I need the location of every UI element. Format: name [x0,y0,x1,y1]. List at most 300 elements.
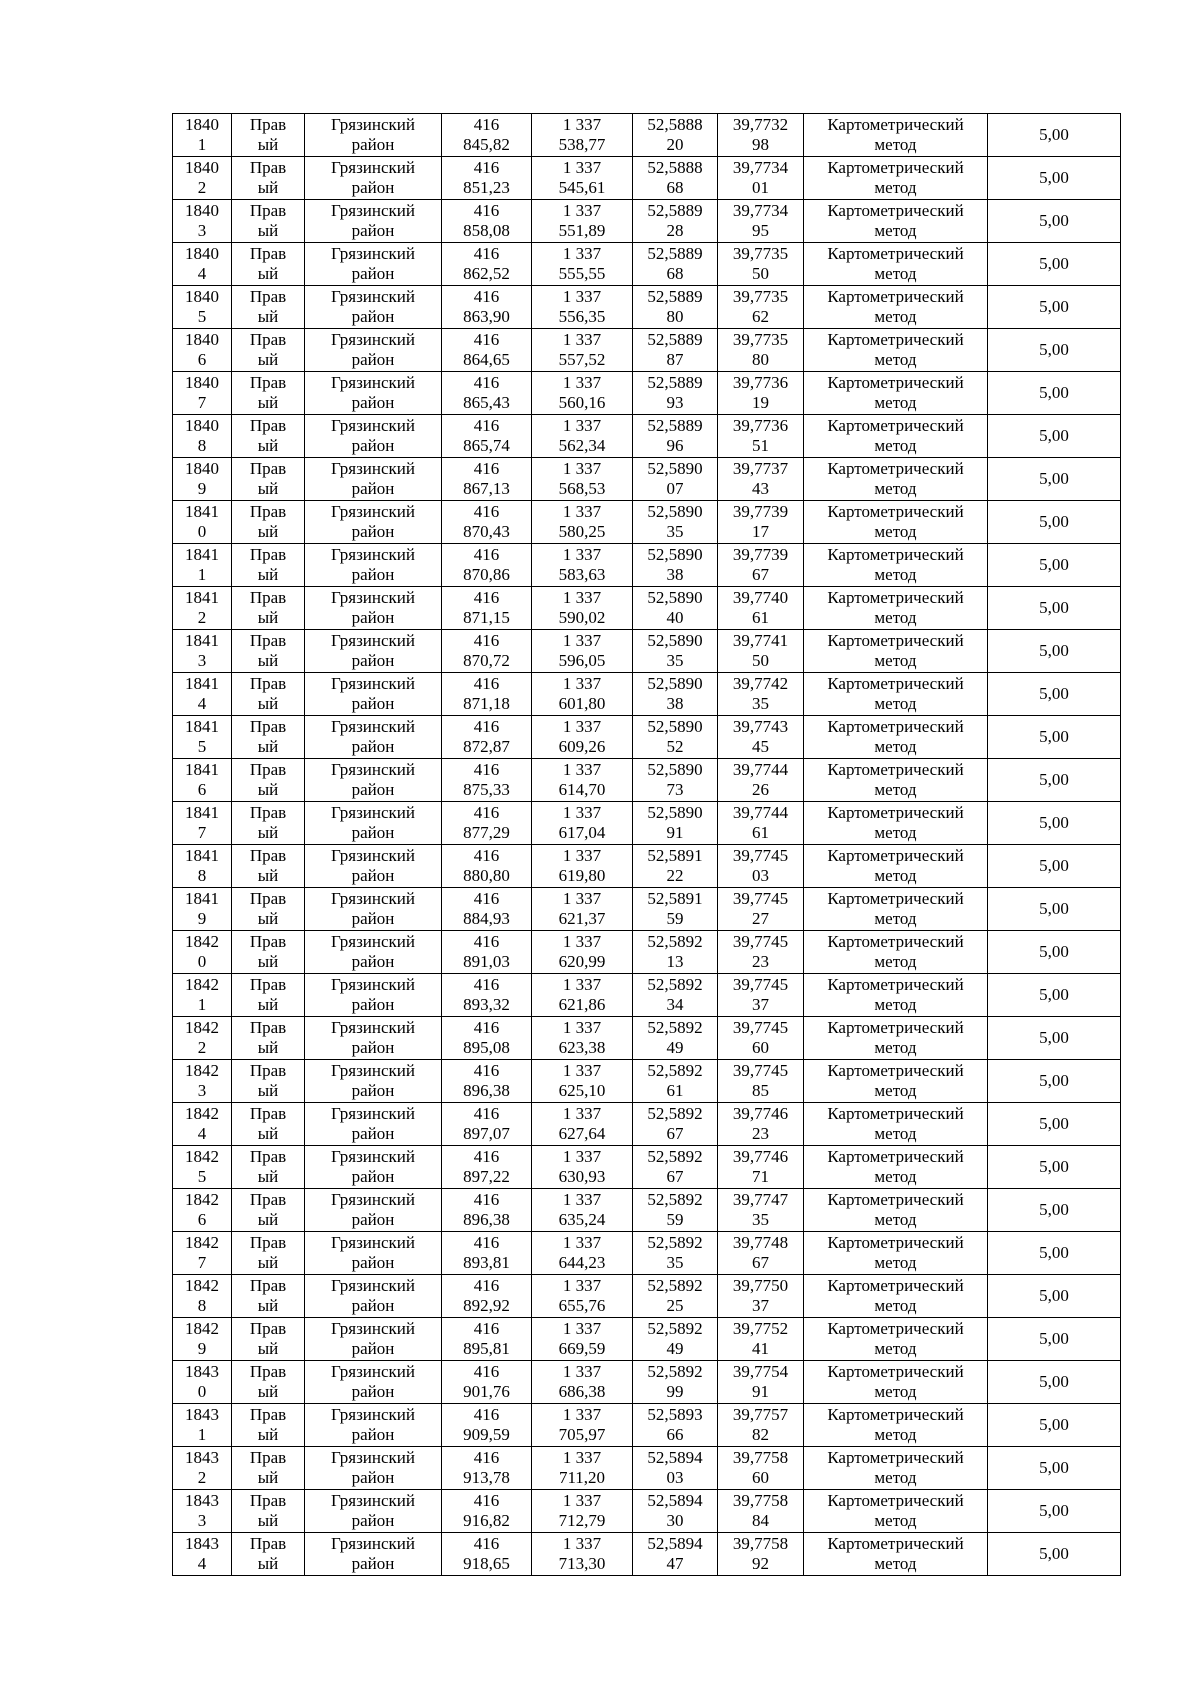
point-number-cell-line: 3 [197,1081,207,1100]
point-number-cell-line: 5 [197,1167,207,1186]
latitude-cell-line: 52 [666,737,684,756]
bank-side-cell-line: ый [257,1296,279,1315]
district-cell [305,501,442,544]
point-number-cell-line: 3 [197,1511,207,1530]
method-cell [804,759,988,802]
y-coordinate-cell [532,1103,633,1146]
precision-cell: 5,00 [988,1146,1121,1189]
latitude-cell-line: 68 [666,178,684,197]
point-number-cell-line: 7 [197,1253,207,1272]
longitude-cell-line: 39,7745 [732,889,789,908]
longitude-cell-line: 39,7740 [732,588,789,607]
longitude-cell [718,286,804,329]
district-cell-line: Грязинский [331,674,415,693]
precision-cell: 5,00 [988,759,1121,802]
x-coordinate-cell-line: 416 [473,1534,500,1553]
district-cell [305,1017,442,1060]
latitude-cell [633,544,718,587]
point-number-cell [173,845,232,888]
y-coordinate-cell [532,1533,633,1576]
bank-side-cell [232,759,305,802]
y-coordinate-cell-line: 1 337 [562,373,602,392]
precision-cell: 5,00 [988,1232,1121,1275]
x-coordinate-cell-line: 416 [473,1233,500,1252]
y-coordinate-cell-line: 1 337 [562,201,602,220]
district-cell-line: район [351,565,395,584]
longitude-cell-line: 23 [752,1124,769,1143]
method-cell [804,587,988,630]
table-row [173,888,1121,931]
longitude-cell [718,802,804,845]
y-coordinate-cell-line: 551,89 [558,221,606,240]
x-coordinate-cell-line: 416 [473,631,500,650]
bank-side-cell [232,1146,305,1189]
district-cell [305,1490,442,1533]
latitude-cell-line: 91 [666,823,684,842]
latitude-cell-line: 52,5888 [647,158,703,177]
x-coordinate-cell-line: 416 [473,1190,500,1209]
district-cell-line: Грязинский [331,158,415,177]
method-cell-line: метод [874,1511,917,1530]
y-coordinate-cell [532,759,633,802]
latitude-cell [633,329,718,372]
point-number-cell-line: 1840 [185,373,219,392]
point-number-cell-line: 1841 [185,674,219,693]
x-coordinate-cell [442,1232,532,1275]
x-coordinate-cell-line: 416 [473,1018,500,1037]
point-number-cell-line: 1842 [185,1018,219,1037]
x-coordinate-cell-line: 416 [473,1405,500,1424]
point-number-cell [173,1318,232,1361]
bank-side-cell-line: Прав [249,889,287,908]
method-cell-line: Картометрический [827,1491,964,1510]
table-row [173,1060,1121,1103]
precision-cell: 5,00 [988,1533,1121,1576]
latitude-cell-line: 25 [666,1296,684,1315]
x-coordinate-cell [442,1318,532,1361]
x-coordinate-cell [442,630,532,673]
x-coordinate-cell-line: 896,38 [463,1210,510,1229]
method-cell-line: Картометрический [827,1190,964,1209]
longitude-cell [718,501,804,544]
longitude-cell-line: 19 [752,393,769,412]
point-number-cell [173,501,232,544]
point-number-cell [173,1017,232,1060]
bank-side-cell-line: ый [257,436,279,455]
method-cell-line: метод [874,1554,917,1573]
district-cell-line: район [351,1167,395,1186]
precision-cell: 5,00 [988,888,1121,931]
point-number-cell [173,802,232,845]
method-cell-line: Картометрический [827,502,964,521]
x-coordinate-cell [442,458,532,501]
bank-side-cell-line: Прав [249,760,287,779]
district-cell-line: район [351,1554,395,1573]
latitude-cell [633,501,718,544]
district-cell [305,673,442,716]
y-coordinate-cell-line: 601,80 [558,694,606,713]
latitude-cell [633,1447,718,1490]
bank-side-cell-line: Прав [249,502,287,521]
district-cell-line: район [351,1210,395,1229]
district-cell-line: Грязинский [331,1319,415,1338]
method-cell [804,1103,988,1146]
bank-side-cell-line: ый [257,1554,279,1573]
point-number-cell-line: 1841 [185,846,219,865]
latitude-cell-line: 49 [666,1339,684,1358]
longitude-cell-line: 39,7758 [732,1491,789,1510]
latitude-cell-line: 52,5892 [647,1104,703,1123]
point-number-cell [173,1447,232,1490]
bank-side-cell-line: ый [257,350,279,369]
bank-side-cell-line: ый [257,952,279,971]
longitude-cell [718,372,804,415]
bank-side-cell-line: ый [257,823,279,842]
longitude-cell-line: 61 [752,823,769,842]
district-cell-line: Грязинский [331,975,415,994]
y-coordinate-cell-line: 1 337 [562,1448,602,1467]
point-number-cell-line: 1841 [185,803,219,822]
district-cell-line: Грязинский [331,545,415,564]
method-cell-line: Картометрический [827,1319,964,1338]
point-number-cell [173,1103,232,1146]
point-number-cell-line: 4 [197,694,207,713]
y-coordinate-cell-line: 713,30 [558,1554,606,1573]
longitude-cell-line: 39,7734 [732,201,789,220]
longitude-cell-line: 61 [752,608,769,627]
bank-side-cell-line: ый [257,694,279,713]
precision-cell: 5,00 [988,1060,1121,1103]
point-number-cell-line: 1840 [185,158,219,177]
y-coordinate-cell [532,415,633,458]
point-number-cell [173,1146,232,1189]
y-coordinate-cell-line: 1 337 [562,158,602,177]
latitude-cell-line: 67 [666,1124,684,1143]
latitude-cell-line: 52,5892 [647,1319,703,1338]
latitude-cell-line: 68 [666,264,684,283]
point-number-cell-line: 1843 [185,1448,219,1467]
method-cell-line: Картометрический [827,1362,964,1381]
method-cell-line: метод [874,1339,917,1358]
bank-side-cell-line: Прав [249,244,287,263]
district-cell-line: район [351,1468,395,1487]
longitude-cell-line: 39,7739 [732,502,789,521]
y-coordinate-cell [532,1275,633,1318]
bank-side-cell [232,1017,305,1060]
point-number-cell [173,157,232,200]
longitude-cell-line: 71 [752,1167,769,1186]
point-number-cell [173,372,232,415]
method-cell [804,630,988,673]
latitude-cell [633,415,718,458]
point-number-cell-line: 2 [197,1468,207,1487]
longitude-cell [718,1318,804,1361]
bank-side-cell-line: ый [257,608,279,627]
x-coordinate-cell [442,888,532,931]
district-cell [305,1232,442,1275]
district-cell-line: район [351,1382,395,1401]
x-coordinate-cell [442,1146,532,1189]
district-cell-line: Грязинский [331,373,415,392]
y-coordinate-cell [532,716,633,759]
latitude-cell-line: 52,5890 [647,502,703,521]
longitude-cell-line: 39,7741 [732,631,789,650]
method-cell [804,1318,988,1361]
x-coordinate-cell [442,1060,532,1103]
latitude-cell [633,1060,718,1103]
table-row [173,501,1121,544]
point-number-cell-line: 0 [197,522,207,541]
latitude-cell-line: 52,5892 [647,1276,703,1295]
method-cell-line: метод [874,780,917,799]
bank-side-cell-line: Прав [249,1362,287,1381]
longitude-cell-line: 60 [752,1038,769,1057]
y-coordinate-cell-line: 545,61 [558,178,606,197]
x-coordinate-cell-line: 862,52 [463,264,510,283]
method-cell [804,1189,988,1232]
point-number-cell-line: 1841 [185,717,219,736]
method-cell-line: Картометрический [827,631,964,650]
longitude-cell-line: 39,7758 [732,1448,789,1467]
latitude-cell-line: 52,5894 [647,1491,703,1510]
precision-cell: 5,00 [988,1490,1121,1533]
y-coordinate-cell-line: 1 337 [562,631,602,650]
y-coordinate-cell-line: 560,16 [558,393,606,412]
latitude-cell [633,1404,718,1447]
x-coordinate-cell-line: 416 [473,330,500,349]
longitude-cell-line: 39,7745 [732,932,789,951]
bank-side-cell-line: Прав [249,1147,287,1166]
method-cell [804,544,988,587]
method-cell-line: метод [874,1124,917,1143]
x-coordinate-cell-line: 916,82 [463,1511,510,1530]
point-number-cell-line: 1843 [185,1534,219,1553]
method-cell-line: Картометрический [827,545,964,564]
bank-side-cell [232,200,305,243]
precision-cell: 5,00 [988,1404,1121,1447]
x-coordinate-cell-line: 416 [473,545,500,564]
precision-cell: 5,00 [988,329,1121,372]
point-number-cell [173,243,232,286]
longitude-cell-line: 39,7735 [732,287,789,306]
x-coordinate-cell-line: 901,76 [463,1382,510,1401]
latitude-cell [633,1103,718,1146]
bank-side-cell-line: ый [257,909,279,928]
longitude-cell-line: 26 [752,780,769,799]
y-coordinate-cell-line: 538,77 [558,135,606,154]
y-coordinate-cell [532,931,633,974]
point-number-cell-line: 6 [197,350,207,369]
bank-side-cell-line: ый [257,1339,279,1358]
latitude-cell [633,802,718,845]
x-coordinate-cell [442,587,532,630]
point-number-cell-line: 1841 [185,502,219,521]
x-coordinate-cell [442,759,532,802]
table-row [173,802,1121,845]
bank-side-cell [232,544,305,587]
district-cell [305,157,442,200]
latitude-cell-line: 22 [666,866,684,885]
bank-side-cell-line: Прав [249,803,287,822]
latitude-cell-line: 52,5890 [647,760,703,779]
bank-side-cell-line: Прав [249,1448,287,1467]
x-coordinate-cell [442,1361,532,1404]
district-cell-line: район [351,178,395,197]
bank-side-cell [232,974,305,1017]
bank-side-cell [232,157,305,200]
precision-cell: 5,00 [988,415,1121,458]
x-coordinate-cell-line: 416 [473,1104,500,1123]
point-number-cell-line: 1 [197,995,207,1014]
point-number-cell-line: 7 [197,393,207,412]
y-coordinate-cell-line: 1 337 [562,1233,602,1252]
y-coordinate-cell-line: 644,23 [558,1253,606,1272]
district-cell-line: Грязинский [331,1018,415,1037]
y-coordinate-cell [532,1361,633,1404]
point-number-cell-line: 1842 [185,1233,219,1252]
latitude-cell-line: 52,5892 [647,1233,703,1252]
table-row [173,415,1121,458]
district-cell [305,1060,442,1103]
longitude-cell-line: 45 [752,737,769,756]
point-number-cell-line: 1840 [185,201,219,220]
y-coordinate-cell-line: 1 337 [562,502,602,521]
y-coordinate-cell [532,114,633,157]
precision-cell: 5,00 [988,845,1121,888]
x-coordinate-cell-line: 867,13 [463,479,510,498]
district-cell-line: район [351,694,395,713]
bank-side-cell [232,1060,305,1103]
point-number-cell-line: 8 [197,436,207,455]
bank-side-cell-line: Прав [249,1276,287,1295]
point-number-cell [173,1275,232,1318]
point-number-cell [173,974,232,1017]
bank-side-cell [232,458,305,501]
latitude-cell-line: 52,5889 [647,244,703,263]
x-coordinate-cell [442,673,532,716]
y-coordinate-cell [532,1189,633,1232]
longitude-cell [718,1361,804,1404]
precision-cell: 5,00 [988,587,1121,630]
latitude-cell-line: 20 [666,135,684,154]
x-coordinate-cell-line: 871,15 [463,608,510,627]
latitude-cell-line: 99 [666,1382,684,1401]
x-coordinate-cell [442,114,532,157]
district-cell-line: Грязинский [331,803,415,822]
longitude-cell-line: 39,7737 [732,459,789,478]
district-cell-line: район [351,1081,395,1100]
latitude-cell [633,931,718,974]
method-cell-line: метод [874,1425,917,1444]
district-cell-line: Грязинский [331,287,415,306]
y-coordinate-cell-line: 1 337 [562,287,602,306]
method-cell-line: Картометрический [827,1534,964,1553]
table-row [173,544,1121,587]
bank-side-cell [232,716,305,759]
latitude-cell [633,759,718,802]
latitude-cell-line: 52,5892 [647,1190,703,1209]
x-coordinate-cell-line: 416 [473,846,500,865]
longitude-cell [718,458,804,501]
point-number-cell [173,200,232,243]
table-row [173,243,1121,286]
y-coordinate-cell-line: 1 337 [562,889,602,908]
district-cell [305,974,442,1017]
point-number-cell [173,1533,232,1576]
district-cell-line: Грязинский [331,1147,415,1166]
method-cell-line: Картометрический [827,1276,964,1295]
bank-side-cell-line: ый [257,522,279,541]
x-coordinate-cell-line: 863,90 [463,307,510,326]
method-cell [804,329,988,372]
x-coordinate-cell-line: 870,86 [463,565,510,584]
bank-side-cell [232,1490,305,1533]
district-cell [305,544,442,587]
x-coordinate-cell-line: 875,33 [463,780,510,799]
latitude-cell-line: 59 [666,909,684,928]
y-coordinate-cell-line: 623,38 [558,1038,606,1057]
bank-side-cell-line: ый [257,1167,279,1186]
method-cell-line: метод [874,1038,917,1057]
y-coordinate-cell-line: 619,80 [558,866,606,885]
bank-side-cell-line: Прав [249,115,287,134]
point-number-cell-line: 1 [197,135,207,154]
point-number-cell [173,888,232,931]
district-cell-line: Грязинский [331,932,415,951]
point-number-cell-line: 1842 [185,932,219,951]
district-cell [305,845,442,888]
longitude-cell [718,888,804,931]
district-cell-line: район [351,1253,395,1272]
district-cell-line: район [351,264,395,283]
y-coordinate-cell-line: 555,55 [558,264,606,283]
longitude-cell-line: 84 [752,1511,769,1530]
y-coordinate-cell-line: 669,59 [558,1339,606,1358]
x-coordinate-cell-line: 416 [473,760,500,779]
y-coordinate-cell [532,544,633,587]
x-coordinate-cell-line: 416 [473,889,500,908]
bank-side-cell-line: ый [257,565,279,584]
district-cell-line: Грязинский [331,502,415,521]
longitude-cell-line: 39,7735 [732,330,789,349]
point-number-cell-line: 1840 [185,459,219,478]
latitude-cell-line: 52,5892 [647,1061,703,1080]
method-cell-line: метод [874,608,917,627]
district-cell-line: Грязинский [331,1190,415,1209]
bank-side-cell-line: Прав [249,545,287,564]
point-number-cell [173,114,232,157]
longitude-cell [718,845,804,888]
longitude-cell [718,759,804,802]
point-number-cell-line: 8 [197,1296,207,1315]
point-number-cell-line: 4 [197,264,207,283]
latitude-cell-line: 38 [666,565,684,584]
y-coordinate-cell-line: 705,97 [558,1425,606,1444]
method-cell-line: метод [874,1081,917,1100]
method-cell [804,716,988,759]
longitude-cell-line: 37 [752,1296,769,1315]
point-number-cell-line: 3 [197,221,207,240]
method-cell [804,1017,988,1060]
district-cell-line: район [351,350,395,369]
y-coordinate-cell [532,888,633,931]
method-cell [804,1447,988,1490]
y-coordinate-cell-line: 1 337 [562,1362,602,1381]
longitude-cell-line: 39,7758 [732,1534,789,1553]
precision-cell: 5,00 [988,931,1121,974]
method-cell [804,200,988,243]
method-cell-line: метод [874,221,917,240]
